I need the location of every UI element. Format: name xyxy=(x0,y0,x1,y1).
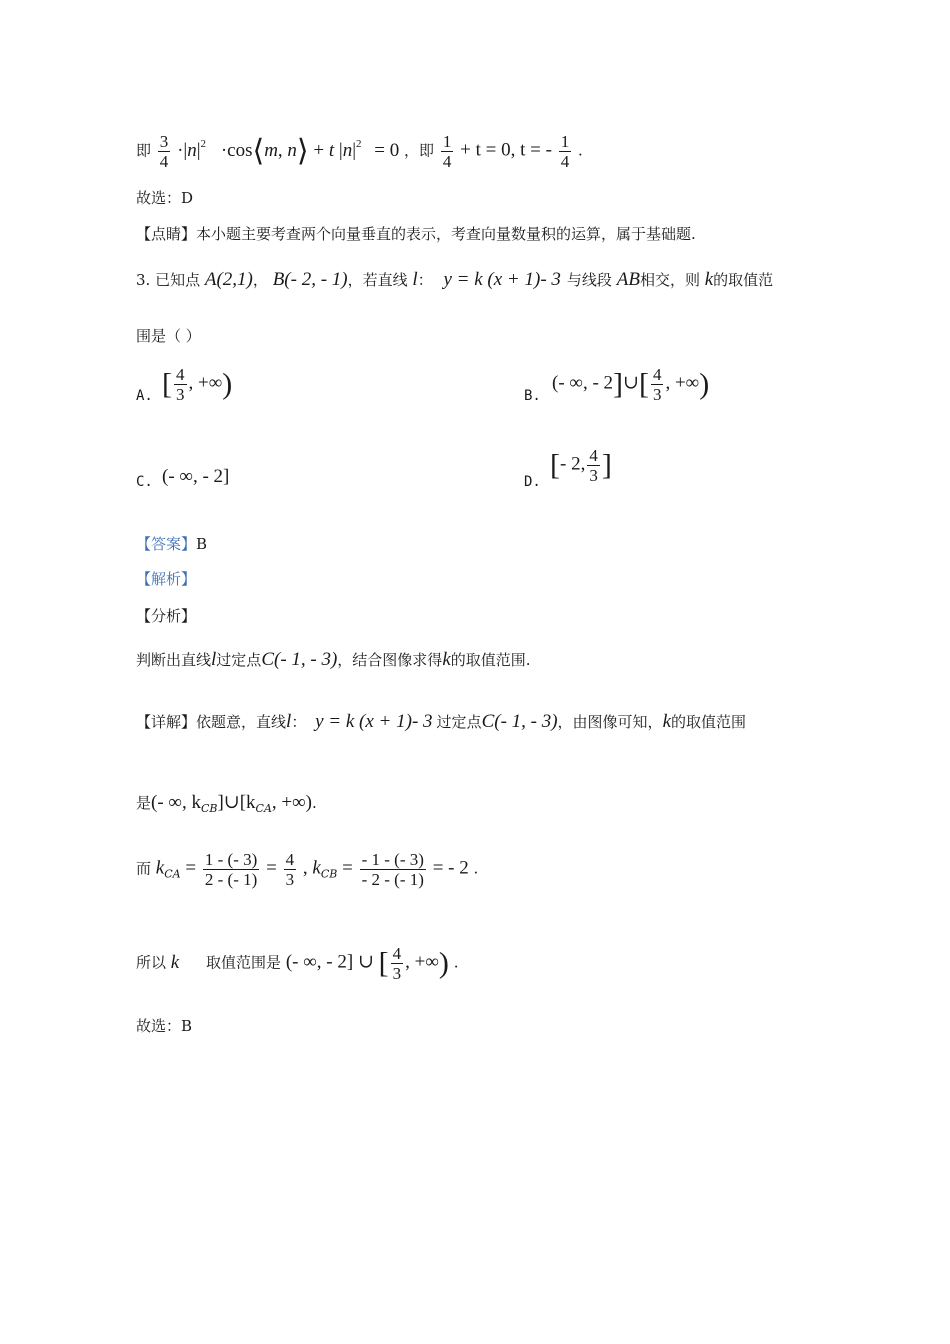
equals: = xyxy=(342,857,353,879)
fraction xyxy=(284,850,297,889)
numerator: 1 - (- 3) xyxy=(204,850,258,869)
result: = - 2 xyxy=(432,857,469,879)
var-n: n xyxy=(187,139,197,161)
point-c: C(- 1, - 3) xyxy=(481,711,558,732)
option-d-expr: [- 2, $\frac{4}{3}$ ] xyxy=(550,446,612,485)
conclusion-line: 所以 k 取值范围是 (- ∞, - 2] ∪ [ $\frac{4}{3}$ , +∞) . xyxy=(136,944,459,983)
option-c-expr xyxy=(162,466,229,488)
var-l: l xyxy=(412,269,418,290)
denominator: - 2 - (- 1) xyxy=(361,870,424,889)
infinity: +∞ xyxy=(674,372,700,394)
point-b: B(- 2, - 1) xyxy=(272,269,348,290)
text: 过定点 xyxy=(436,713,482,731)
option-b-expr: (- ∞, - 2]∪[ $\frac{4}{3}$ , +∞) xyxy=(552,365,710,404)
text: 过定点 xyxy=(216,651,262,669)
union-symbol: ∪ xyxy=(357,951,374,973)
tag: 【点睛】 xyxy=(136,225,197,243)
text: 判断出直线 xyxy=(136,651,212,669)
period: . xyxy=(473,859,479,878)
period: . xyxy=(453,953,459,972)
text: 与线段 xyxy=(566,271,612,289)
denominator: 2 - (- 1) xyxy=(204,870,258,889)
subscript-cb: CB xyxy=(320,867,338,881)
numerator: 4 xyxy=(652,365,662,384)
var-n: n xyxy=(287,139,297,161)
denominator: 3 xyxy=(176,385,185,404)
note-text: 本小题主要考查两个向量垂直的表示，考查向量数量积的运算，属于基础题. xyxy=(196,225,696,243)
norm-n: $\cdot|n|^2$ xyxy=(177,137,207,161)
comma: , xyxy=(302,857,308,879)
cos-expr: ·cos⟨m, n⟩ + t $|n|^2$ xyxy=(220,134,362,168)
var-n: n xyxy=(342,139,353,161)
denominator: 3 xyxy=(589,466,598,485)
fraction xyxy=(651,365,664,404)
fraction xyxy=(360,850,426,889)
text: 的取值范围. xyxy=(450,651,531,669)
fraction xyxy=(203,850,259,889)
denominator: 4 xyxy=(159,152,169,171)
jiexi-heading: 【解析】 xyxy=(136,570,197,588)
subscript-cb: CB xyxy=(200,802,218,815)
denominator: 3 xyxy=(392,964,402,983)
cos-label: cos xyxy=(227,139,253,161)
denominator: 4 xyxy=(442,152,452,171)
var-k: k xyxy=(312,857,321,879)
interval: (- ∞, - 2] xyxy=(162,466,230,487)
option-d-label: D. xyxy=(524,474,541,490)
interval-part: [k xyxy=(239,792,256,813)
text: ，即 xyxy=(404,141,435,160)
text: ： xyxy=(291,713,307,731)
interval-part: , +∞) xyxy=(271,792,313,813)
interval-left: - 2, xyxy=(560,453,586,475)
text: 所以 xyxy=(136,953,167,972)
var-k: k xyxy=(170,951,180,973)
option-a-expr: [ $\frac{4}{3}$ , +∞) xyxy=(162,365,233,404)
text: 取值范围是 xyxy=(206,953,282,972)
text: 依题意，直线 xyxy=(196,713,287,731)
point-a: A(2,1) xyxy=(204,269,253,290)
option-a-label: A. xyxy=(136,388,153,404)
answer-value: B xyxy=(196,535,208,553)
segment-ab: AB xyxy=(616,269,640,290)
equals: = xyxy=(185,857,197,879)
numerator: 4 xyxy=(176,365,185,384)
text: ，由图像可知， xyxy=(557,713,663,731)
answer-tag: 【答案】 xyxy=(136,535,197,553)
subscript-ca: CA xyxy=(164,867,181,881)
denominator: 3 xyxy=(652,385,662,404)
period: . xyxy=(312,794,317,812)
tag: 【详解】 xyxy=(136,713,197,731)
numerator: 1 xyxy=(442,132,452,151)
var-k: k xyxy=(704,269,714,290)
numerator: 3 xyxy=(159,132,169,151)
bracket: ] xyxy=(217,792,224,813)
interval-part: , +∞ xyxy=(405,951,439,973)
fraction xyxy=(174,365,187,404)
denominator: 3 xyxy=(285,870,295,889)
range-line xyxy=(136,793,317,819)
question-3 xyxy=(136,270,773,290)
union-symbol: ∪ xyxy=(623,372,639,394)
fraction xyxy=(158,132,171,171)
var-l: l xyxy=(286,711,292,732)
slope-calc xyxy=(136,850,478,889)
fenxi-text xyxy=(136,650,531,670)
text: 相交，则 xyxy=(639,271,700,289)
numerator: - 1 - (- 3) xyxy=(361,850,424,869)
text: ： xyxy=(417,271,433,289)
var-k: k xyxy=(155,857,165,879)
var-k: k xyxy=(442,649,451,670)
interval-part: (- ∞, k xyxy=(151,792,201,813)
text: 的取值范 xyxy=(713,271,774,289)
union-symbol: ∪ xyxy=(223,792,240,813)
text: ， xyxy=(252,271,268,289)
choose-answer-d: 故选：D xyxy=(136,189,194,207)
period: . xyxy=(577,141,583,160)
derivation-line xyxy=(136,132,583,171)
text: 是 xyxy=(136,794,152,812)
option-c-label: C. xyxy=(136,474,153,490)
text: 3. 已知点 xyxy=(136,271,201,289)
line-equation: y = k (x + 1)- 3 xyxy=(315,711,433,732)
option-b-label: B. xyxy=(524,388,541,404)
interval-left: (- ∞, - 2 xyxy=(552,372,614,394)
infinity: +∞ xyxy=(198,372,223,394)
text: 而 xyxy=(136,859,152,878)
denominator: 4 xyxy=(560,152,570,171)
subscript-ca: CA xyxy=(255,802,272,815)
question-3-line2: 围是（ ） xyxy=(136,327,201,345)
text: 的取值范围 xyxy=(671,713,747,731)
fenxi-heading: 【分析】 xyxy=(136,607,197,625)
choose-answer-b: 故选：B xyxy=(136,1017,193,1035)
fraction xyxy=(587,446,600,485)
equals: = xyxy=(266,857,277,879)
var-k: k xyxy=(662,711,671,732)
var-l: l xyxy=(211,649,217,670)
numerator: 1 xyxy=(560,132,570,151)
dianjing-note xyxy=(136,224,696,244)
math-text: + t = 0, t = - xyxy=(460,139,552,161)
equals-zero: = 0 xyxy=(374,139,400,161)
numerator: 4 xyxy=(285,850,295,869)
fraction xyxy=(391,944,404,983)
xiangjie-text xyxy=(136,712,746,732)
numerator: 4 xyxy=(589,446,598,465)
fraction xyxy=(559,132,572,171)
answer-line xyxy=(136,534,207,554)
line-equation: y = k (x + 1)- 3 xyxy=(443,269,561,290)
var-m: m xyxy=(264,139,278,161)
text: ，结合图像求得 xyxy=(337,651,443,669)
text: 即 xyxy=(136,141,152,160)
fraction xyxy=(441,132,454,171)
interval-part: (- ∞, - 2] xyxy=(285,951,354,973)
text: ，若直线 xyxy=(347,271,408,289)
numerator: 4 xyxy=(392,944,402,963)
point-c: C(- 1, - 3) xyxy=(261,649,338,670)
